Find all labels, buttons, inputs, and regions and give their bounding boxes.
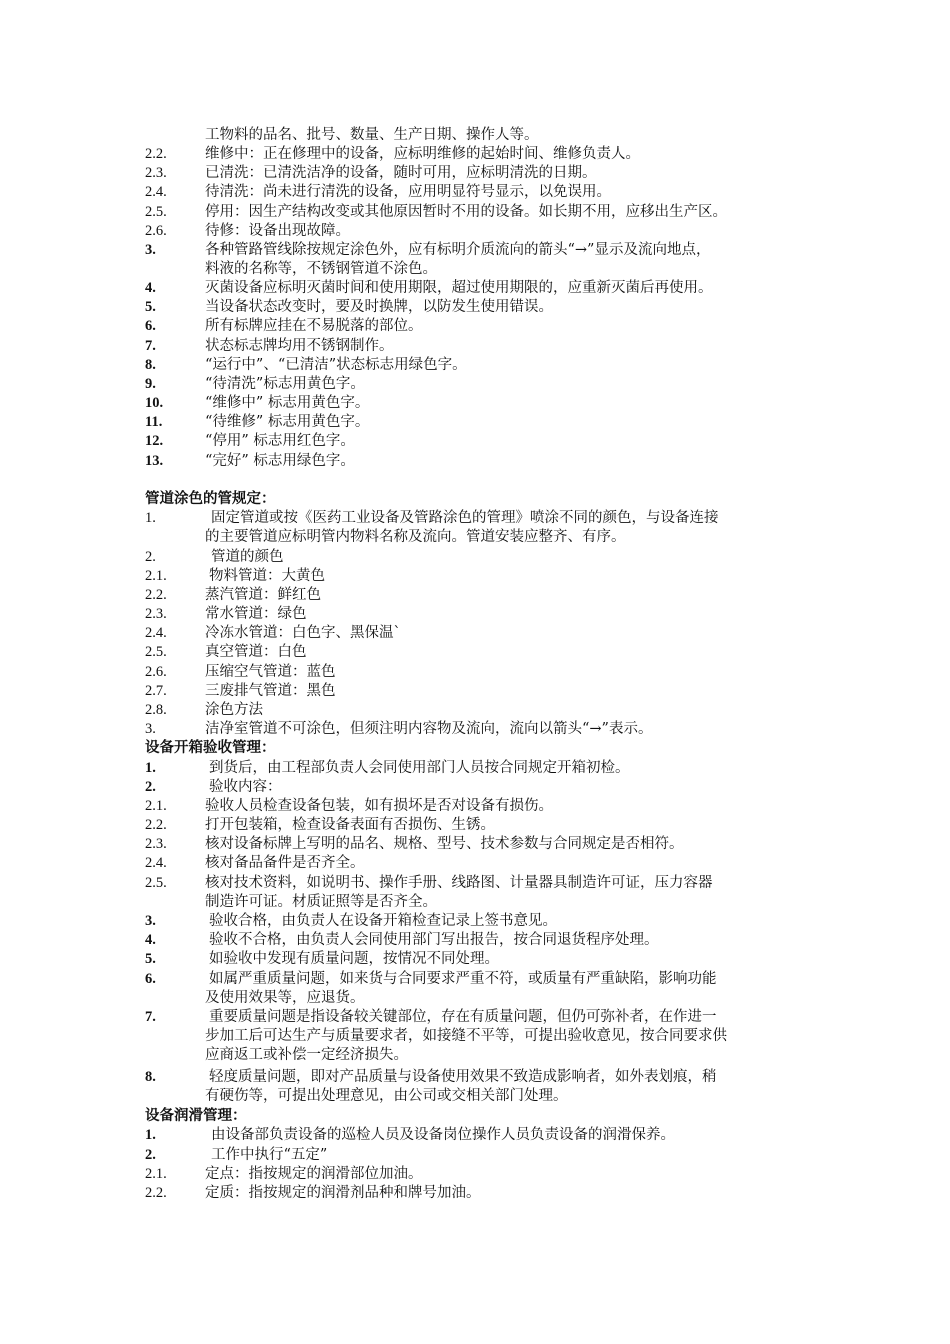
item-number: 5.	[145, 299, 156, 315]
item-text: 待清洗：尚未进行清洗的设备，应用明显符号显示，以免误用。	[205, 184, 611, 200]
item-text: 核对备品备件是否齐全。	[205, 855, 365, 871]
item-text: 定质：指按规定的润滑剂品种和牌号加油。	[205, 1185, 481, 1201]
item-number: 9.	[145, 376, 156, 392]
continuation-line: 工物料的品名、批号、数量、生产日期、操作人等。	[205, 127, 539, 143]
item-number: 10.	[145, 395, 164, 411]
item-number: 2.2.	[145, 587, 167, 603]
item-text: 固定管道或按《医药工业设备及管路涂色的管理》喷涂不同的颜色，与设备连接	[211, 510, 719, 526]
item-number: 2.2.	[145, 817, 167, 833]
item-text: 核对设备标牌上写明的品名、规格、型号、技术参数与合同规定是否相符。	[205, 836, 684, 852]
item-number: 8.	[145, 357, 156, 373]
item-number: 12.	[145, 433, 164, 449]
item-text: “待清洗”标志用黄色字。	[205, 376, 365, 392]
item-text: 轻度质量问题，即对产品质量与设备使用效果不致造成影响者，如外表划痕，稍	[209, 1069, 717, 1085]
item-number: 3.	[145, 721, 156, 737]
item-text: 真空管道：白色	[205, 644, 307, 660]
item-number: 2.	[145, 1147, 156, 1163]
item-text: 蒸汽管道：鲜红色	[205, 587, 321, 603]
item-number: 2.4.	[145, 625, 167, 641]
item-number: 2.6.	[145, 223, 167, 239]
item-text: 如验收中发现有质量问题，按情况不同处理。	[209, 951, 499, 967]
item-text: 打开包装箱，检查设备表面有否损伤、生锈。	[205, 817, 495, 833]
continuation-line: 应商返工或补偿一定经济损失。	[205, 1047, 408, 1063]
item-text: 各种管路管线除按规定涂色外，应有标明介质流向的箭头“→”显示及流向地点，	[205, 242, 711, 258]
item-number: 1.	[145, 510, 156, 526]
item-text: 由设备部负责设备的巡检人员及设备岗位操作人员负责设备的润滑保养。	[211, 1127, 675, 1143]
section-heading: 设备润滑管理：	[145, 1108, 247, 1124]
item-number: 8.	[145, 1069, 156, 1085]
item-number: 13.	[145, 453, 164, 469]
item-text: 洁净室管道不可涂色，但须注明内容物及流向，流向以箭头“→”表示。	[205, 721, 653, 737]
item-text: 停用：因生产结构改变或其他原因暂时不用的设备。如长期不用，应移出生产区。	[205, 204, 727, 220]
item-text: 到货后，由工程部负责人会同使用部门人员按合同规定开箱初检。	[209, 760, 630, 776]
item-number: 2.7.	[145, 683, 167, 699]
continuation-line: 及使用效果等，应退货。	[205, 990, 365, 1006]
item-text: 如属严重质量问题，如来货与合同要求严重不符，或质量有严重缺陷，影响功能	[209, 971, 717, 987]
item-text: 验收内容：	[209, 779, 282, 795]
item-number: 7.	[145, 1009, 156, 1025]
item-text: 灭菌设备应标明灭菌时间和使用期限，超过使用期限的，应重新灭菌后再使用。	[205, 280, 713, 296]
item-number: 2.2.	[145, 146, 167, 162]
item-text: 已清洗：已清洗洁净的设备，随时可用，应标明清洗的日期。	[205, 165, 597, 181]
item-text: 核对技术资料，如说明书、操作手册、线路图、计量器具制造许可证，压力容器	[205, 875, 713, 891]
item-text: 常水管道：绿色	[205, 606, 307, 622]
item-number: 2.3.	[145, 165, 167, 181]
item-text: 物料管道：大黄色	[209, 568, 325, 584]
item-number: 2.5.	[145, 644, 167, 660]
item-text: 三废排气管道：黑色	[205, 683, 336, 699]
item-number: 1.	[145, 760, 156, 776]
continuation-line: 的主要管道应标明管内物料名称及流向。管道安装应整齐、有序。	[205, 529, 626, 545]
item-number: 1.	[145, 1127, 156, 1143]
item-text: 涂色方法	[205, 702, 263, 718]
item-text: 状态标志牌均用不锈钢制作。	[205, 338, 394, 354]
item-number: 3.	[145, 242, 156, 258]
item-number: 2.5.	[145, 875, 167, 891]
item-number: 3.	[145, 913, 156, 929]
item-number: 2.1.	[145, 798, 167, 814]
item-text: 所有标牌应挂在不易脱落的部位。	[205, 318, 423, 334]
item-number: 5.	[145, 951, 156, 967]
item-text: “待维修” 标志用黄色字。	[205, 414, 370, 430]
item-number: 2.8.	[145, 702, 167, 718]
item-number: 4.	[145, 280, 156, 296]
section-heading: 设备开箱验收管理：	[145, 740, 276, 756]
item-number: 2.	[145, 549, 156, 565]
item-number: 2.	[145, 779, 156, 795]
item-number: 2.3.	[145, 836, 167, 852]
item-text: 验收合格，由负责人在设备开箱检查记录上签书意见。	[209, 913, 557, 929]
item-text: “停用” 标志用红色字。	[205, 433, 355, 449]
item-text: 工作中执行“五定”	[211, 1147, 328, 1163]
item-text: “完好” 标志用绿色字。	[205, 453, 355, 469]
continuation-line: 步加工后可达生产与质量要求者，如接缝不平等，可提出验收意见，按合同要求供	[205, 1028, 727, 1044]
item-number: 2.6.	[145, 664, 167, 680]
item-text: 当设备状态改变时，要及时换牌，以防发生使用错误。	[205, 299, 553, 315]
item-text: 验收人员检查设备包装，如有损坏是否对设备有损伤。	[205, 798, 553, 814]
item-text: 验收不合格，由负责人会同使用部门写出报告，按合同退货程序处理。	[209, 932, 659, 948]
item-text: 待修：设备出现故障。	[205, 223, 350, 239]
item-text: 重要质量问题是指设备较关键部位，存在有质量问题，但仍可弥补者，在作进一	[209, 1009, 717, 1025]
continuation-line: 有硬伤等，可提出处理意见，由公司或交相关部门处理。	[205, 1088, 568, 1104]
item-number: 2.4.	[145, 855, 167, 871]
item-text: 冷冻水管道：白色字、黑保温`	[205, 625, 401, 641]
item-number: 7.	[145, 338, 156, 354]
item-number: 4.	[145, 932, 156, 948]
continuation-line: 制造许可证。材质证照等是否齐全。	[205, 894, 437, 910]
item-number: 2.5.	[145, 204, 167, 220]
item-number: 6.	[145, 971, 156, 987]
continuation-line: 料液的名称等，不锈钢管道不涂色。	[205, 261, 437, 277]
item-text: “维修中” 标志用黄色字。	[205, 395, 370, 411]
item-number: 2.1.	[145, 568, 167, 584]
item-number: 2.3.	[145, 606, 167, 622]
item-number: 2.4.	[145, 184, 167, 200]
item-number: 2.1.	[145, 1166, 167, 1182]
section-heading: 管道涂色的管规定：	[145, 491, 276, 507]
item-text: 压缩空气管道：蓝色	[205, 664, 336, 680]
item-number: 11.	[145, 414, 163, 430]
item-text: 定点：指按规定的润滑部位加油。	[205, 1166, 423, 1182]
item-number: 2.2.	[145, 1185, 167, 1201]
item-text: 维修中：正在修理中的设备，应标明维修的起始时间、维修负责人。	[205, 146, 640, 162]
item-text: “运行中”、“已清洁”状态标志用绿色字。	[205, 357, 467, 373]
item-text: 管道的颜色	[211, 549, 284, 565]
item-number: 6.	[145, 318, 156, 334]
